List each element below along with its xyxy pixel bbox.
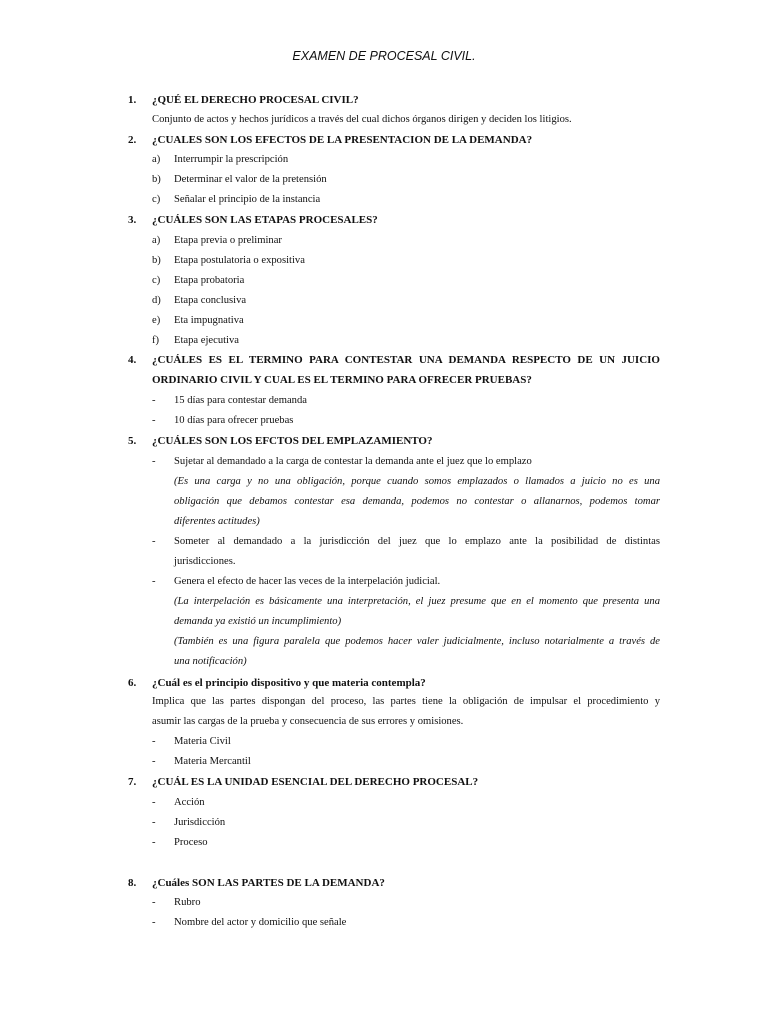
explanatory-note <box>174 592 660 632</box>
list-marker: - <box>152 917 156 928</box>
question-heading <box>152 350 660 390</box>
list-item: Eta impugnativa <box>174 315 244 326</box>
question-number: 3. <box>128 214 137 226</box>
list-item: Interrumpir la prescripción <box>174 154 289 165</box>
list-marker: - <box>152 756 156 767</box>
list-marker: a) <box>152 235 161 246</box>
question-heading: ¿Cuáles SON LAS PARTES DE LA DEMANDA? <box>152 877 385 889</box>
note-line: (También es una figura paralela que podemos hacer valer judicialmente, incluso notarialmente a través de <box>174 636 660 647</box>
list-item: Sujetar al demandado a la carga de contestar la demanda ante el juez que lo emplazo <box>174 456 532 467</box>
question-heading: ¿Cuál es el principio dispositivo y que materia contempla? <box>152 677 426 689</box>
question-number: 4. <box>128 354 137 366</box>
list-item: Rubro <box>174 897 201 908</box>
question-number: 2. <box>128 134 137 146</box>
question-number: 1. <box>128 94 137 106</box>
list-item: Etapa previa o preliminar <box>174 235 282 246</box>
list-item: 10 días para ofrecer pruebas <box>174 415 294 426</box>
note-line: demanda ya existió un incumplimiento) <box>174 616 342 627</box>
list-marker: - <box>152 456 156 467</box>
answer-line: Implica que las partes dispongan del proceso, las partes tiene la obligación de impulsar el procedimiento y <box>152 696 660 707</box>
answer-line: asumir las cargas de la prueba y consecuencia de sus errores y omisiones. <box>152 716 464 727</box>
list-marker: d) <box>152 295 161 306</box>
question-number: 7. <box>128 776 137 788</box>
list-marker: - <box>152 837 156 848</box>
list-marker: b) <box>152 255 161 266</box>
note-line: diferentes actitudes) <box>174 516 260 527</box>
list-marker: c) <box>152 194 161 205</box>
question-number: 6. <box>128 677 137 689</box>
list-item: Proceso <box>174 837 208 848</box>
question-number: 8. <box>128 877 137 889</box>
list-marker: f) <box>152 335 160 346</box>
list-marker: - <box>152 897 156 908</box>
note-line: (Es una carga y no una obligación, porque cuando somos emplazados o llamados a juicio no es una <box>174 476 660 487</box>
note-line: una notificación) <box>174 656 247 667</box>
explanatory-note <box>174 632 660 672</box>
list-item: Etapa conclusiva <box>174 295 247 306</box>
question-number: 5. <box>128 435 137 447</box>
list-item: Acción <box>174 797 205 808</box>
explanatory-note <box>174 472 660 532</box>
list-marker: a) <box>152 154 161 165</box>
list-item: 15 días para contestar demanda <box>174 395 307 406</box>
list-marker: - <box>152 576 156 587</box>
list-item <box>174 532 660 572</box>
list-marker: - <box>152 817 156 828</box>
list-marker: - <box>152 736 156 747</box>
list-item: Genera el efecto de hacer las veces de la interpelación judicial. <box>174 576 441 587</box>
list-marker: - <box>152 415 156 426</box>
list-marker: c) <box>152 275 161 286</box>
question-heading: ¿CUALES SON LOS EFECTOS DE LA PRESENTACION DE LA DEMANDA? <box>152 134 533 146</box>
list-item: Determinar el valor de la pretensión <box>174 174 327 185</box>
question-heading: ¿QUÉ EL DERECHO PROCESAL CIVIL? <box>152 94 359 106</box>
list-item: Etapa probatoria <box>174 275 245 286</box>
list-item: Nombre del actor y domicilio que señale <box>174 917 347 928</box>
answer-text: Conjunto de actos y hechos jurídicos a través del cual dichos órganos dirigen y deciden los litigios. <box>152 114 572 125</box>
list-item: Señalar el principio de la instancia <box>174 194 321 205</box>
list-item: Materia Mercantil <box>174 756 251 767</box>
list-item: Jurisdicción <box>174 817 226 828</box>
list-marker: - <box>152 536 156 547</box>
list-item: Etapa ejecutiva <box>174 335 239 346</box>
note-line: (La interpelación es básicamente una interpretación, el juez presume que en el momento que presenta una <box>174 596 660 607</box>
list-item: Materia Civil <box>174 736 231 747</box>
document-title: EXAMEN DE PROCESAL CIVIL. <box>292 49 476 63</box>
question-heading: ¿CUÁL ES LA UNIDAD ESENCIAL DEL DERECHO PROCESAL? <box>152 776 479 788</box>
list-marker: e) <box>152 315 161 326</box>
list-marker: - <box>152 395 156 406</box>
note-line: obligación que debamos contestar esa demanda, podemos no contestar o allanarnos, podemos tomar <box>174 496 660 507</box>
question-heading: ¿CUÁLES SON LOS EFCTOS DEL EMPLAZAMIENTO? <box>152 435 433 447</box>
answer-text <box>152 692 660 732</box>
question-heading-line: ORDINARIO CIVIL Y CUAL ES EL TERMINO PARA OFRECER PRUEBAS? <box>152 374 532 386</box>
question-heading-line: ¿CUÁLES ES EL TERMINO PARA CONTESTAR UNA DEMANDA RESPECTO DE UN JUICIO <box>152 354 660 366</box>
list-item: Etapa postulatoria o expositiva <box>174 255 305 266</box>
question-heading: ¿CUÁLES SON LAS ETAPAS PROCESALES? <box>152 214 378 226</box>
list-item-line: Someter al demandado a la jurisdicción del juez que lo emplazo ante la posibilidad de distintas <box>174 536 660 547</box>
list-marker: - <box>152 797 156 808</box>
list-item-line: jurisdicciones. <box>174 556 236 567</box>
list-marker: b) <box>152 174 161 185</box>
